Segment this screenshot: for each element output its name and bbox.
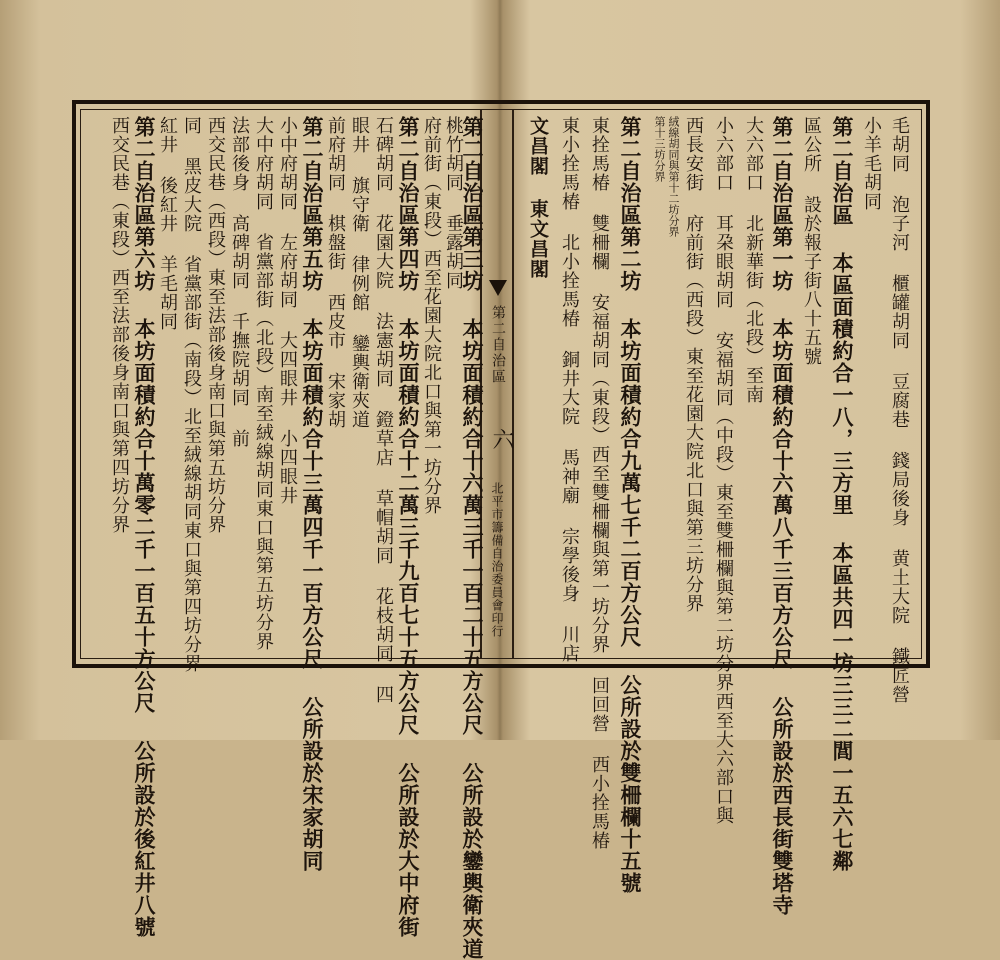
right-col-13: 小羊毛胡同 — [861, 116, 882, 211]
center-gutter — [480, 110, 514, 658]
right-col-9: 大六部口 北新華街（北段）至南 — [743, 116, 764, 404]
left-col-2: 第二自治區第六坊 本坊面積約合十萬零二千一百五十方公尺 公所設於後紅井八號 — [132, 116, 157, 938]
right-col-12: 第二自治區 本區面積約合一八，三方里 本區共四一坊三三二閭一五六七鄰 — [830, 116, 855, 872]
left-col-6: 法部後身 高碑胡同 千撫院胡同 前 — [229, 116, 250, 448]
left-col-9: 第二自治區第五坊 本坊面積約合十三萬四千一百方公尺 公所設於宋家胡同 — [300, 116, 325, 872]
fish-tail-mark-icon — [489, 280, 507, 296]
page-number: 六 — [489, 428, 514, 450]
right-col-11: 區公所 設於報子街八十五號 — [801, 116, 822, 366]
left-col-16: 第二自治區第三坊 本坊面積約合十六萬三千一百二十五方公尺 公所設於鑾輿衛夾道 — [460, 116, 485, 960]
left-col-15: 桃竹胡同 垂露胡同 — [443, 116, 464, 290]
right-col-7: 西長安街 府前街（西段）東至花園大院北口與第三坊分界 — [683, 116, 704, 613]
right-col-3: 東拴馬椿 雙柵欄 安福胡同（東段）西至雙柵欄與第一坊分界 回回營 西小拴馬椿 — [589, 116, 610, 850]
right-page — [514, 110, 920, 916]
right-col-1: 文昌閣 東文昌閣 — [527, 116, 549, 279]
right-col-10: 第二自治區第一坊 本坊面積約合十六萬八千三百方公尺 公所設於西長街雙塔寺 — [770, 116, 795, 916]
right-col-14: 毛胡同 泡子河 櫃罐胡同 豆腐巷 錢局後身 黄土大院 鐵匠營 — [889, 116, 910, 704]
right-col-4: 第二自治區第二坊 本坊面積約合九萬七千二百方公尺 公所設於雙柵欄十五號 — [618, 116, 643, 894]
left-col-4: 同 黑皮大院 省黨部街（南段）北至絨線胡同東口與第四坊分界 — [181, 116, 202, 673]
left-col-3: 紅井 後紅井 羊毛胡同 — [157, 116, 178, 331]
left-col-5: 西交民巷（西段）東至法部後身南口與第五坊分界 — [205, 116, 226, 534]
left-col-1: 西交民巷（東段）西至法部後身南口與第四坊分界 — [109, 116, 130, 534]
left-col-12: 石碑胡同 花園大院 法憲胡同 鐙草店 草帽胡同 花枝胡同 四 — [373, 116, 394, 704]
left-page — [82, 110, 480, 938]
left-col-10: 前府胡同 棋盤街 西皮市 宋家胡 — [325, 116, 346, 429]
left-col-8: 小中府胡同 左府胡同 大四眼井 小四眼井 — [277, 116, 298, 505]
left-col-11: 眼井 旗守衛 律例館 鑾輿衛夾道 — [349, 116, 370, 429]
right-col-2: 東小拴馬椿 北小拴馬椿 銅井大院 馬神廟 宗學後身 川店 — [559, 116, 580, 663]
printer-credit: 北平市籌備自治委員會印行 — [490, 482, 504, 638]
right-col-5: 第十三坊分界 — [653, 116, 666, 182]
left-col-13: 第二自治區第四坊 本坊面積約合十二萬三千九百七十五方公尺 公所設於大中府街 — [396, 116, 421, 938]
left-col-7: 大中府胡同 省黨部街（北段）南至絨線胡同東口與第五坊分界 — [253, 116, 274, 651]
left-col-14: 府前街（東段）西至花園大院北口與第一坊分界 — [421, 116, 442, 515]
gutter-title: 第二自治區 — [490, 305, 506, 385]
right-col-6: 絨線胡同與第十二坊分界 — [667, 116, 680, 237]
right-col-8: 小六部口 耳朶眼胡同 安福胡同（中段）東至雙柵欄與第二坊分界西至大六部口與 — [713, 116, 734, 825]
